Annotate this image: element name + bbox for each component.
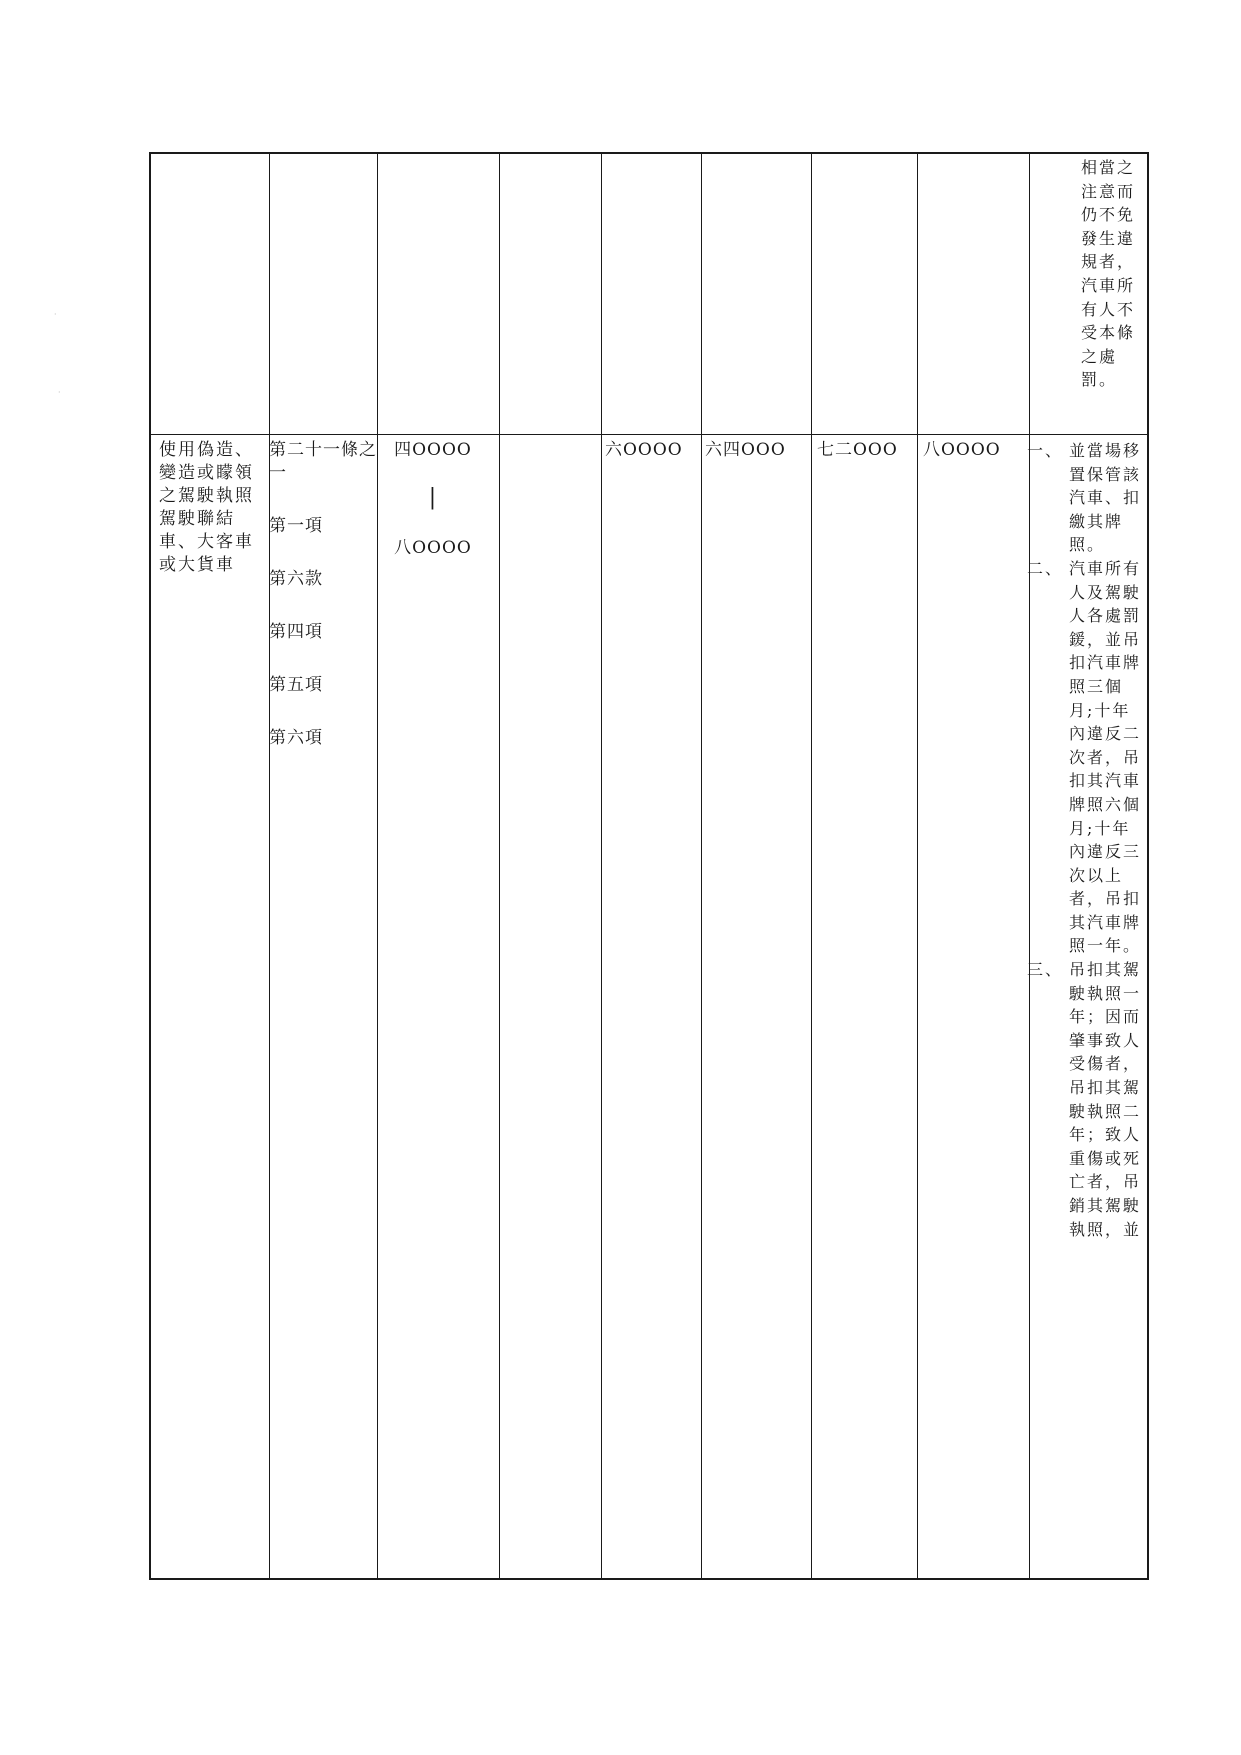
article-line: 第二十一條之一 xyxy=(269,440,377,483)
legal-article xyxy=(269,439,377,750)
fine-range xyxy=(379,439,487,560)
remark-item xyxy=(1027,557,1147,958)
column-divider xyxy=(499,154,500,1578)
scan-speck: · xyxy=(58,388,61,397)
fine-range-dash: | xyxy=(428,485,438,510)
fine-amount: 六四OOO xyxy=(705,440,786,460)
article-line: 第四項 xyxy=(269,622,323,642)
fine-amount: 六OOOO xyxy=(605,440,683,460)
row-divider xyxy=(151,434,1147,435)
column-divider xyxy=(917,154,918,1578)
fine-range-upper: 八OOOO xyxy=(394,538,472,558)
violation-description: 使用偽造、變造或矇領之駕駛執照駕駛聯結車、大客車或大貨車 xyxy=(159,440,254,575)
penalty-table xyxy=(149,152,1149,1580)
article-line: 第六項 xyxy=(269,728,323,748)
fine-range-lower: 四OOOO xyxy=(394,440,472,460)
remark-item xyxy=(1027,958,1147,1241)
article-line: 第六款 xyxy=(269,569,323,589)
scan-speck: · xyxy=(54,310,57,319)
remark-text: 並當場移置保管該汽車、扣繳其牌照。 xyxy=(1069,441,1142,555)
remark-number: 一、 xyxy=(1027,441,1064,460)
fine-amount: 八OOOO xyxy=(923,440,1001,460)
column-divider xyxy=(811,154,812,1578)
article-line: 第五項 xyxy=(269,675,323,695)
remarks-continuation: 相當之注意而仍不免發生違規者，汽車所有人不受本條之處罰。 xyxy=(1081,158,1136,390)
column-divider xyxy=(701,154,702,1578)
remark-item xyxy=(1027,439,1147,557)
remark-number: 二、 xyxy=(1027,558,1064,578)
remark-text: 汽車所有人及駕駛人各處罰鍰，並吊扣汽車牌照三個月;十年內違反二次者，吊扣其汽車牌照六個月;十年內違反三次以上者，吊扣其汽車牌照一年。 xyxy=(1069,558,1142,956)
article-line: 第一項 xyxy=(269,516,323,536)
remark-text: 吊扣其駕駛執照一年；因而肇事致人受傷者，吊扣其駕駛執照二年；致人重傷或死亡者，吊銷其駕駛執照，並 xyxy=(1069,960,1142,1239)
column-divider xyxy=(601,154,602,1578)
column-divider xyxy=(377,154,378,1578)
remarks xyxy=(1027,439,1147,1241)
remark-number: 三、 xyxy=(1027,960,1064,980)
column-divider xyxy=(269,154,270,1578)
fine-amount: 七二OOO xyxy=(817,440,898,460)
